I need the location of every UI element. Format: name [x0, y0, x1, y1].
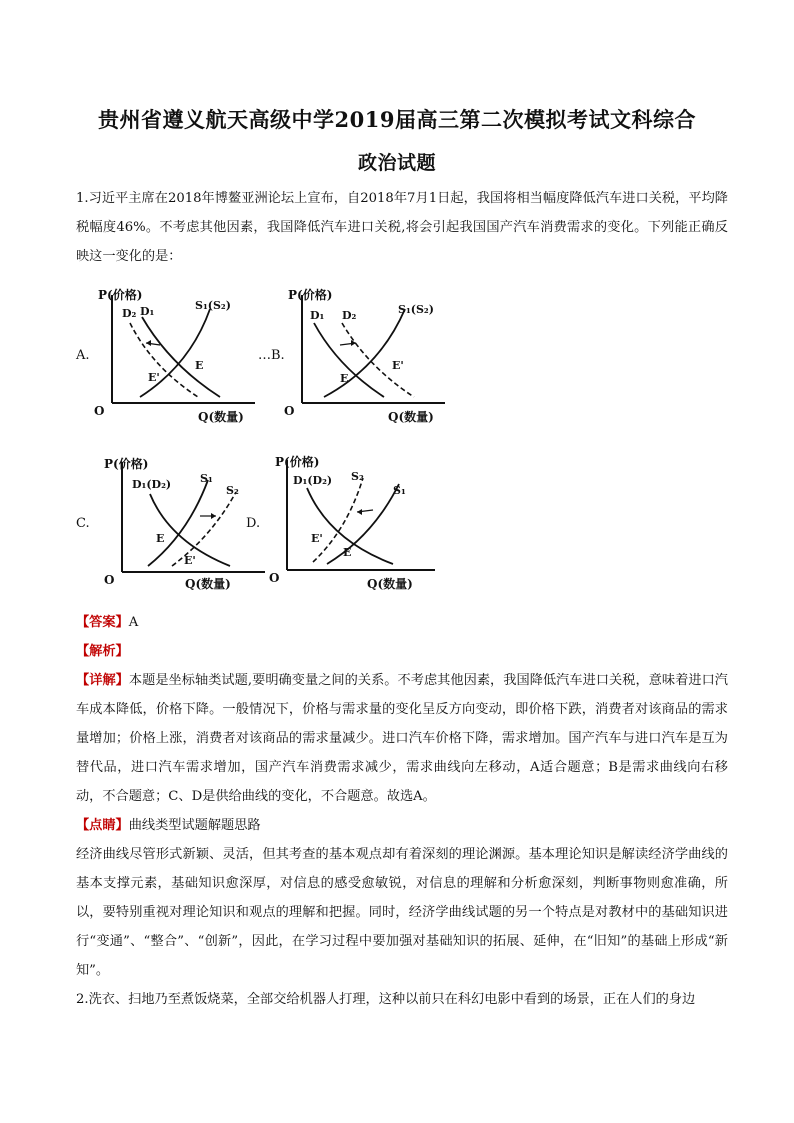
curve-label-s1s2: S₁(S₂) [398, 303, 434, 316]
curve-label-d1: D₁ [310, 309, 325, 322]
option-d-label: D. [246, 516, 261, 531]
demand-curve-d1 [314, 323, 384, 397]
point-e: E [156, 532, 165, 545]
exam-subtitle: 政治试题 [357, 152, 436, 174]
option-a-label: A. [76, 348, 90, 363]
curve-label-s2: S₂ [226, 484, 239, 497]
curve-label-s1s2: S₁(S₂) [195, 299, 231, 312]
axis-p-label: P(价格) [288, 288, 333, 302]
origin-label: O [94, 404, 105, 418]
answer-value: A [128, 615, 139, 630]
graph-c [100, 454, 270, 589]
curve-label-s1: S₁ [200, 472, 213, 485]
point-e-prime: E' [311, 532, 323, 545]
point-e: E [195, 359, 204, 372]
origin-label: O [269, 571, 280, 585]
curve-label-d1d2: D₁(D₂) [293, 474, 333, 487]
curve-label-s2: S₂ [351, 470, 364, 483]
answer-section [76, 608, 728, 1014]
axis-q-label: Q(数量) [185, 577, 231, 591]
option-b-label: …B. [258, 348, 285, 363]
answer-tag: 【答案】 [76, 615, 129, 630]
point-e-prime: E' [148, 371, 160, 384]
point-e-prime: E' [184, 554, 196, 567]
graph-d [265, 452, 445, 591]
axis-q-label: Q(数量) [388, 410, 434, 424]
axis-q-label: Q(数量) [198, 410, 244, 424]
analysis-line [76, 637, 728, 666]
pointer-tag: 【点睛】 [76, 818, 129, 833]
analysis-tag: 【解析】 [76, 644, 129, 659]
origin-label: O [284, 404, 295, 418]
pointer-title: 曲线类型试题解题思路 [128, 818, 261, 833]
pointer-paragraph: 经济曲线尽管形式新颖、灵活，但其考查的基本观点却有着深刻的理论渊源。基本理论知识是解读经济学曲线的基本支撑元素，基础知识愈深厚，对信息的感受愈敏锐，对信息的理解和分析愈深刻，判断事物则愈准确，所以，要特别重视对理论知识和观点的理解和把握。同时，经济学曲线试题的另一个特点是对教材中的基础知识进行“变通”、“整合”、“创新”，因此，在学习过程中要加强对基础知识的拓展、延伸，在“旧知”的基础上形成“新知”。 [76, 847, 728, 978]
option-c-label: C. [76, 516, 90, 531]
axis-q-label: Q(数量) [367, 577, 413, 591]
demand-curve-d2 [130, 323, 198, 397]
supply-curve-s1 [327, 484, 399, 564]
axis-p-label: P(价格) [275, 455, 320, 469]
pointer-line [76, 811, 728, 840]
point-e: E [340, 372, 349, 385]
exam-title: 贵州省遵义航天高级中学2019届高三第二次模拟考试文科综合 [98, 107, 696, 132]
curve-label-d2: D₂ [342, 309, 357, 322]
question-1-stem: 1.习近平主席在2018年博鳌亚洲论坛上宣布，自2018年7月1日起，我国将相当幅度降低汽车进口关税，平均降税幅度46%。不考虑其他因素，我国降低汽车进口关税,将会引起我国国产汽车消费需求的变化。下列能正确反映这一变化的是： [76, 191, 728, 264]
detail-paragraph [76, 666, 728, 811]
point-e-prime: E' [392, 359, 404, 372]
origin-label: O [104, 573, 115, 587]
curve-label-d1d2: D₁(D₂) [132, 478, 172, 491]
supply-curve-s1 [148, 480, 208, 566]
graph-a [90, 285, 260, 424]
curve-label-d2: D₂ [122, 307, 137, 320]
answer-line [76, 608, 728, 637]
detail-tag: 【详解】 [76, 673, 129, 688]
supply-curve-s2 [313, 478, 363, 562]
question-2-stem: 2.洗衣、扫地乃至煮饭烧菜，全部交给机器人打理，这种以前只在科幻电影中看到的场景，正在人们的身边 [76, 992, 696, 1007]
axis-p-label: P(价格) [104, 457, 149, 471]
graph-b [280, 285, 450, 424]
curve-label-d1: D₁ [140, 305, 155, 318]
point-e: E [343, 546, 352, 559]
axis-p-label: P(价格) [98, 288, 143, 302]
detail-text: 本题是坐标轴类试题,要明确变量之间的关系。不考虑其他因素，我国降低汽车进口关税，意味着进口汽车成本降低，价格下降。一般情况下，价格与需求量的变化呈反方向变动，即价格下跌，消费者对该商品的需求量增加；价格上涨，消费者对该商品的需求量减少。进口汽车价格下降，需求增加。国产汽车与进口汽车是互为替代品，进口汽车需求增加，国产汽车消费需求减少，需求曲线向左移动，A适合题意；B是需求曲线向右移动，不合题意；C、D是供给曲线的变化，不合题意。故选A。 [76, 673, 728, 804]
curve-label-s1: S₁ [393, 484, 406, 497]
